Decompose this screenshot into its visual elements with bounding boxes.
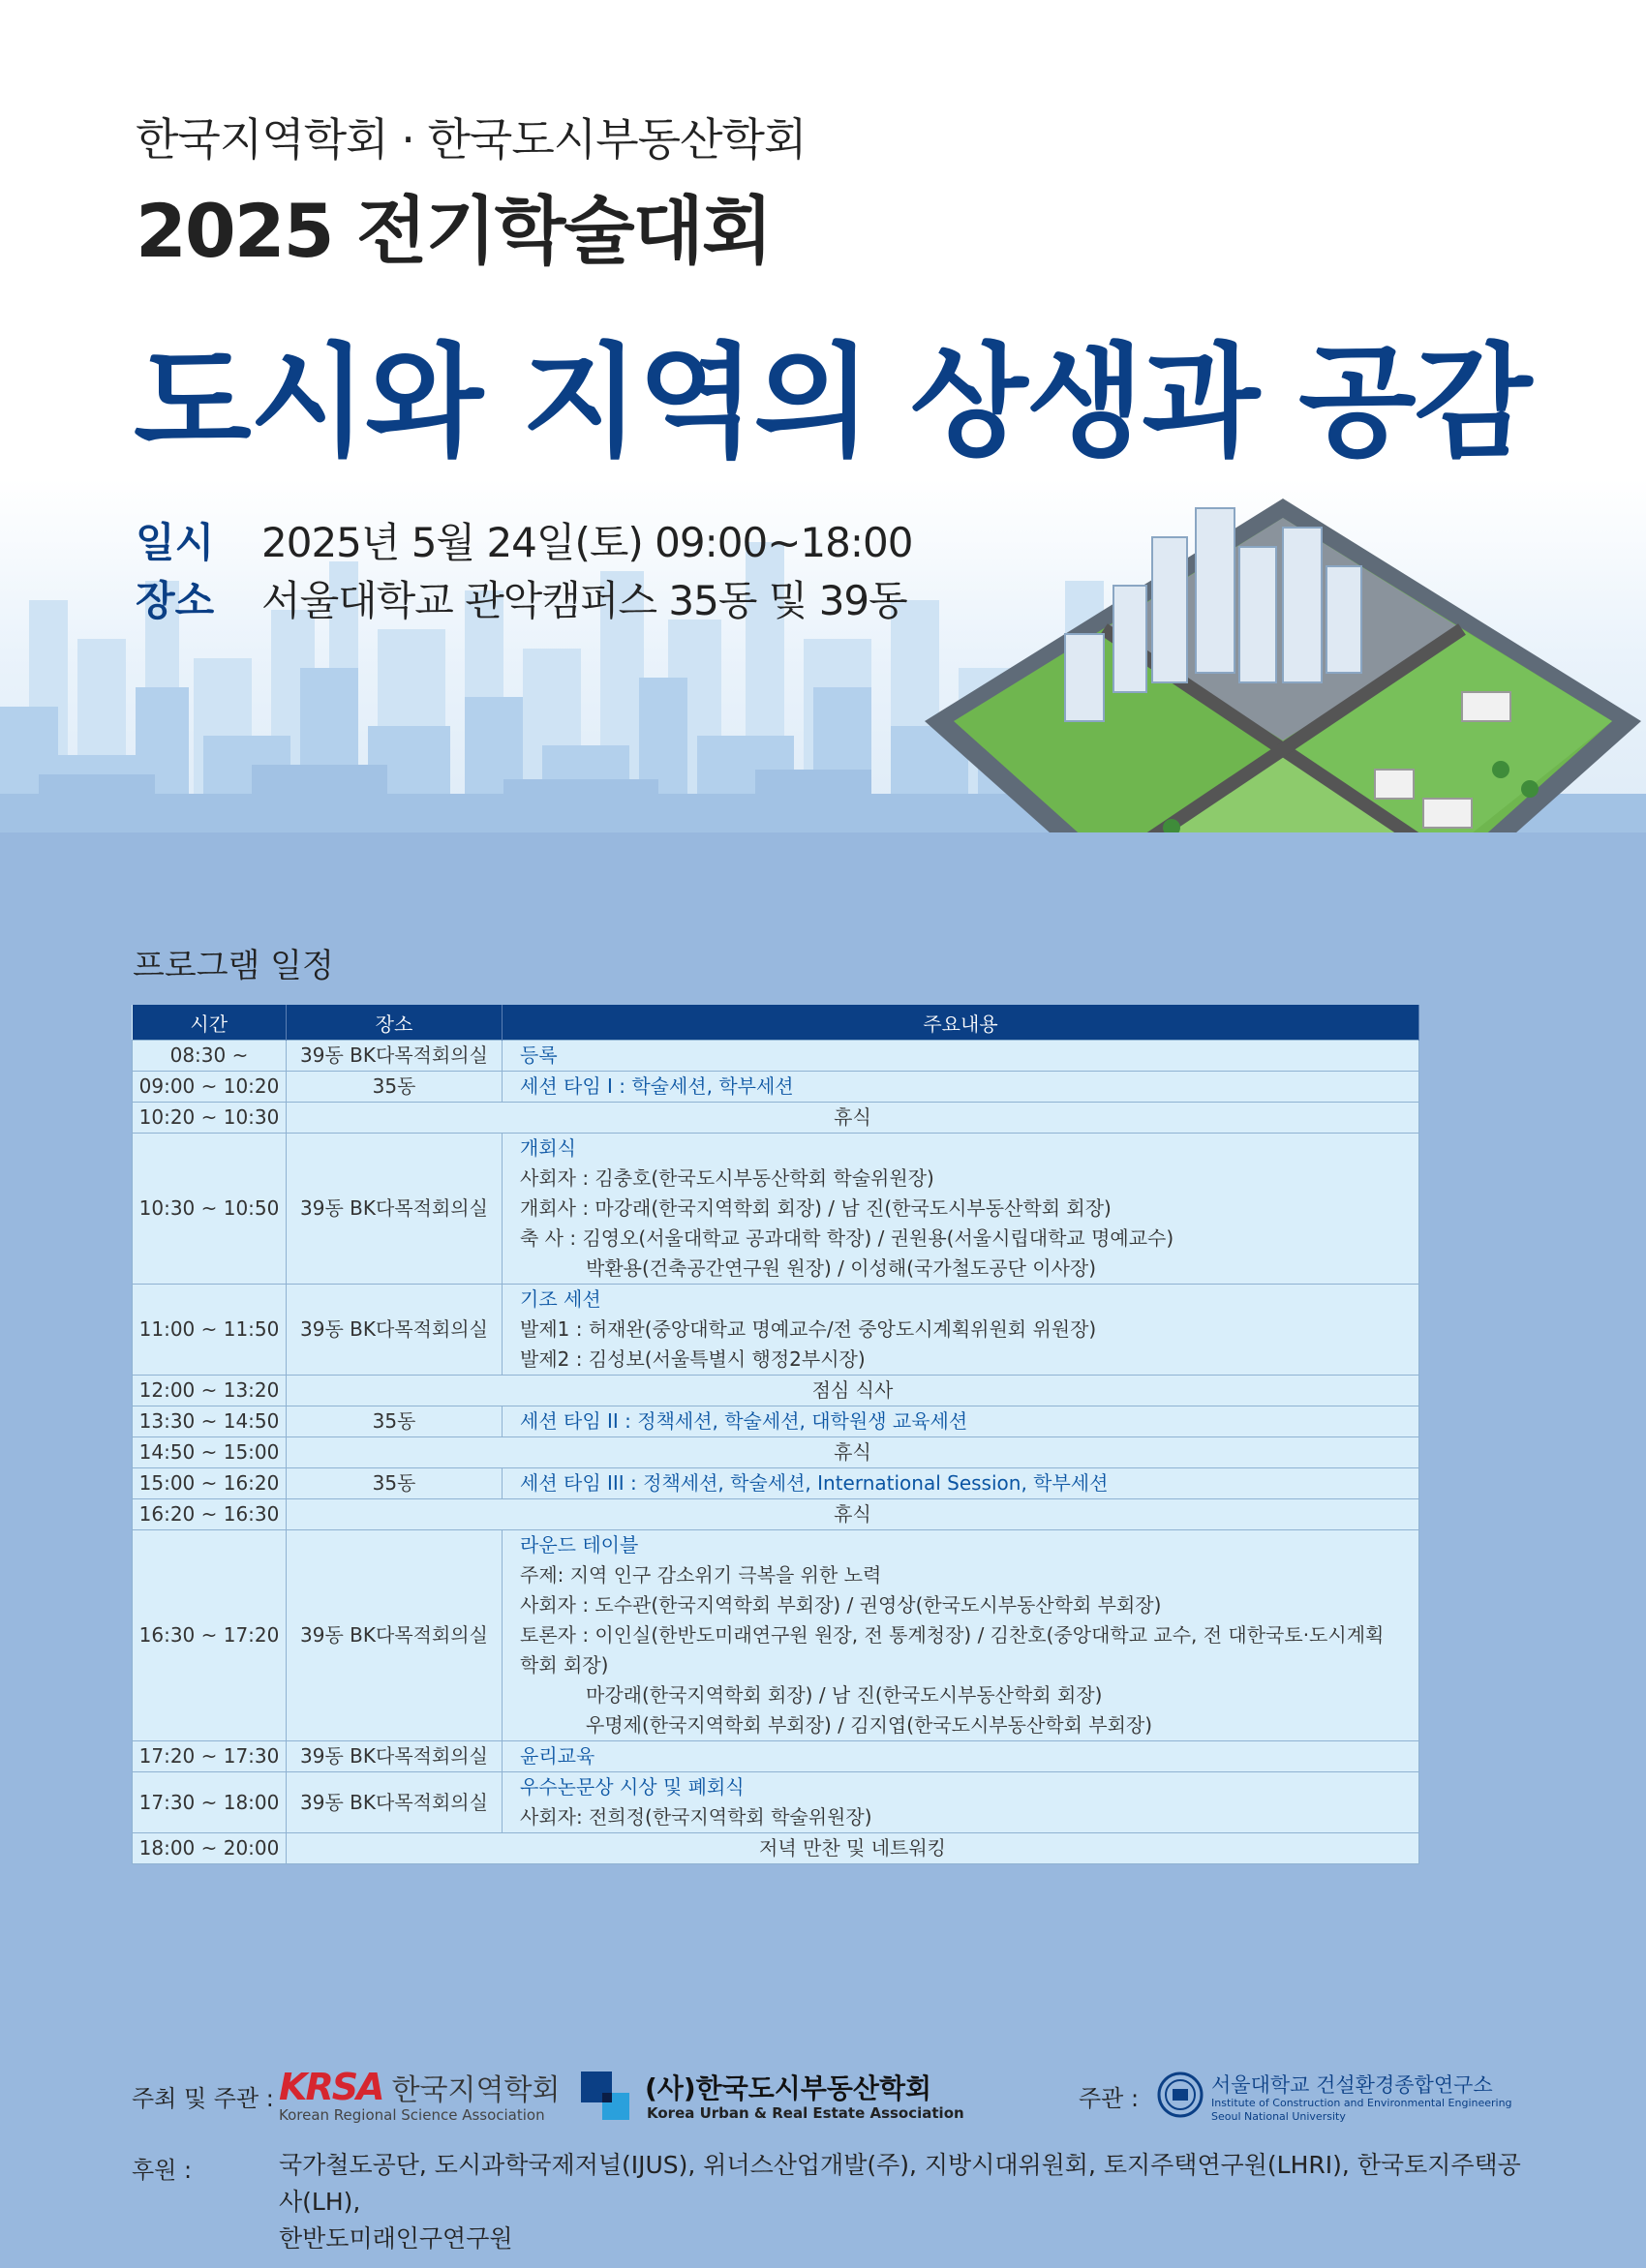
program-schedule-table xyxy=(132,1005,1419,1864)
snu-emblem-icon xyxy=(1157,2071,1204,2118)
table-row xyxy=(133,1833,1419,1864)
snu-english-name: Seoul National University xyxy=(1211,2110,1346,2123)
time-cell: 12:00 ~ 13:20 xyxy=(133,1376,287,1406)
host-label: 주최 및 주관 : xyxy=(132,2085,274,2112)
content-line: 마강래(한국지역학회 회장) / 남 진(한국도시부동산학회 회장) xyxy=(586,1683,1103,1707)
table-row xyxy=(133,1772,1419,1833)
content-cell xyxy=(503,1468,1419,1499)
session-title: 세션 타임 III : 정책세션, 학술세션, International Session, 학부세션 xyxy=(520,1471,1109,1495)
session-title: 우수논문상 시상 및 폐회식 xyxy=(520,1775,745,1799)
time-cell: 17:30 ~ 18:00 xyxy=(133,1772,287,1833)
content-line: 사회자 : 도수관(한국지역학회 부회장) / 권영상(한국도시부동산학회 부회장) xyxy=(520,1593,1162,1617)
content-line: 개회사 : 마강래(한국지역학회 회장) / 남 진(한국도시부동산학회 회장) xyxy=(520,1196,1112,1220)
content-cell xyxy=(503,1041,1419,1072)
date-label: 일시 xyxy=(136,519,215,566)
table-row xyxy=(133,1285,1419,1376)
content-cell xyxy=(503,1530,1419,1741)
content-line: 축 사 : 김영오(서울대학교 공과대학 학장) / 권원용(서울시립대학교 명예교수) xyxy=(520,1226,1174,1250)
table-row xyxy=(133,1741,1419,1772)
kurea-name: (사)한국도시부동산학회 xyxy=(645,2072,932,2104)
place-cell: 39동 BK다목적회의실 xyxy=(287,1041,503,1072)
place-cell: 39동 BK다목적회의실 xyxy=(287,1285,503,1376)
break-cell: 휴식 xyxy=(287,1499,1419,1530)
time-cell: 16:20 ~ 16:30 xyxy=(133,1499,287,1530)
kurea-english-name: Korea Urban & Real Estate Association xyxy=(647,2104,964,2122)
content-line: 박환용(건축공간연구원 원장) / 이성해(국가철도공단 이사장) xyxy=(586,1256,1097,1280)
krsa-logo-mark: KRSA xyxy=(279,2066,383,2108)
place-cell: 35동 xyxy=(287,1072,503,1103)
event-title: 2025 전기학술대회 xyxy=(136,188,772,274)
place-cell: 35동 xyxy=(287,1468,503,1499)
content-line: 사회자 : 김충호(한국도시부동산학회 학술위원장) xyxy=(520,1166,934,1190)
time-cell: 08:30 ~ xyxy=(133,1041,287,1072)
content-line: 사회자: 전희정(한국지역학회 학술위원장) xyxy=(520,1805,872,1829)
table-row xyxy=(133,1072,1419,1103)
break-cell: 휴식 xyxy=(287,1103,1419,1134)
session-title: 라운드 테이블 xyxy=(520,1533,639,1557)
conference-theme: 도시와 지역의 상생과 공감 xyxy=(134,331,1531,473)
table-row xyxy=(133,1499,1419,1530)
time-cell: 10:30 ~ 10:50 xyxy=(133,1134,287,1285)
program-title: 프로그램 일정 xyxy=(133,947,334,985)
place-cell: 39동 BK다목적회의실 xyxy=(287,1134,503,1285)
time-cell: 15:00 ~ 16:20 xyxy=(133,1468,287,1499)
place-cell: 39동 BK다목적회의실 xyxy=(287,1530,503,1741)
content-line: 주제: 지역 인구 감소위기 극복을 위한 노력 xyxy=(520,1563,882,1587)
kurea-logo-mark xyxy=(581,2071,631,2122)
krsa-english-name: Korean Regional Science Association xyxy=(279,2106,545,2124)
snu-institute-name: 서울대학교 건설환경종합연구소 xyxy=(1211,2073,1493,2097)
place-cell: 39동 BK다목적회의실 xyxy=(287,1772,503,1833)
content-line: 우명제(한국지역학회 부회장) / 김지엽(한국도시부동산학회 부회장) xyxy=(586,1713,1153,1737)
sponsor-list xyxy=(279,2147,1538,2257)
krsa-logo xyxy=(279,2066,560,2124)
break-cell: 점심 식사 xyxy=(287,1376,1419,1406)
column-header-time: 시간 xyxy=(133,1005,287,1041)
time-cell: 09:00 ~ 10:20 xyxy=(133,1072,287,1103)
sponsor-line: 국가철도공단, 도시과학국제저널(IJUS), 위너스산업개발(주), 지방시대위원회, 토지주택연구원(LHRI), 한국토지주택공사(LH), xyxy=(279,2151,1521,2216)
session-title: 기조 세션 xyxy=(520,1287,601,1311)
time-cell: 16:30 ~ 17:20 xyxy=(133,1530,287,1741)
table-row xyxy=(133,1437,1419,1468)
session-title: 세션 타임 I : 학술세션, 학부세션 xyxy=(520,1074,794,1098)
manage-label: 주관 : xyxy=(1079,2085,1140,2112)
date-row xyxy=(136,511,912,569)
content-line: 토론자 : 이인실(한반도미래연구원 원장, 전 통계청장) / 김찬호(중앙대학교 교수, 전 대한국토·도시계획학회 회장) xyxy=(520,1623,1385,1677)
snu-institute-english-name: Institute of Construction and Environmental Engineering xyxy=(1211,2097,1512,2109)
time-cell: 10:20 ~ 10:30 xyxy=(133,1103,287,1134)
content-cell xyxy=(503,1772,1419,1833)
table-row xyxy=(133,1376,1419,1406)
table-row xyxy=(133,1041,1419,1072)
content-line: 발제2 : 김성보(서울특별시 행정2부시장) xyxy=(520,1347,866,1371)
session-title: 등록 xyxy=(520,1043,558,1067)
sponsor-line: 한반도미래인구연구원 xyxy=(279,2224,513,2253)
venue-label: 장소 xyxy=(136,577,215,624)
session-title: 세션 타임 II : 정책세션, 학술세션, 대학원생 교육세션 xyxy=(520,1409,968,1433)
time-cell: 18:00 ~ 20:00 xyxy=(133,1833,287,1864)
date-value: 2025년 5월 24일(토) 09:00~18:00 xyxy=(261,519,913,566)
table-row xyxy=(133,1468,1419,1499)
break-cell: 휴식 xyxy=(287,1437,1419,1468)
table-row xyxy=(133,1406,1419,1437)
venue-value: 서울대학교 관악캠퍼스 35동 및 39동 xyxy=(261,577,907,624)
content-line: 발제1 : 허재완(중앙대학교 명예교수/전 중앙도시계획위원회 위원장) xyxy=(520,1317,1097,1341)
column-header-content: 주요내용 xyxy=(503,1005,1419,1041)
content-cell xyxy=(503,1741,1419,1772)
time-cell: 14:50 ~ 15:00 xyxy=(133,1437,287,1468)
time-cell: 17:20 ~ 17:30 xyxy=(133,1741,287,1772)
krsa-name: 한국지역학회 xyxy=(391,2073,561,2107)
break-cell: 저녁 만찬 및 네트워킹 xyxy=(287,1833,1419,1864)
content-cell xyxy=(503,1134,1419,1285)
column-header-place: 장소 xyxy=(287,1005,503,1041)
table-row xyxy=(133,1103,1419,1134)
time-cell: 13:30 ~ 14:50 xyxy=(133,1406,287,1437)
organizers-line: 한국지역학회 · 한국도시부동산학회 xyxy=(136,113,807,166)
place-cell: 39동 BK다목적회의실 xyxy=(287,1741,503,1772)
session-title: 개회식 xyxy=(520,1136,576,1160)
sponsor-label: 후원 : xyxy=(132,2157,193,2184)
table-header-row xyxy=(133,1005,1419,1041)
content-cell xyxy=(503,1406,1419,1437)
table-row xyxy=(133,1134,1419,1285)
session-title: 윤리교육 xyxy=(520,1744,595,1768)
place-cell: 35동 xyxy=(287,1406,503,1437)
content-cell xyxy=(503,1285,1419,1376)
content-cell xyxy=(503,1072,1419,1103)
venue-row xyxy=(136,569,907,627)
time-cell: 11:00 ~ 11:50 xyxy=(133,1285,287,1376)
table-row xyxy=(133,1530,1419,1741)
